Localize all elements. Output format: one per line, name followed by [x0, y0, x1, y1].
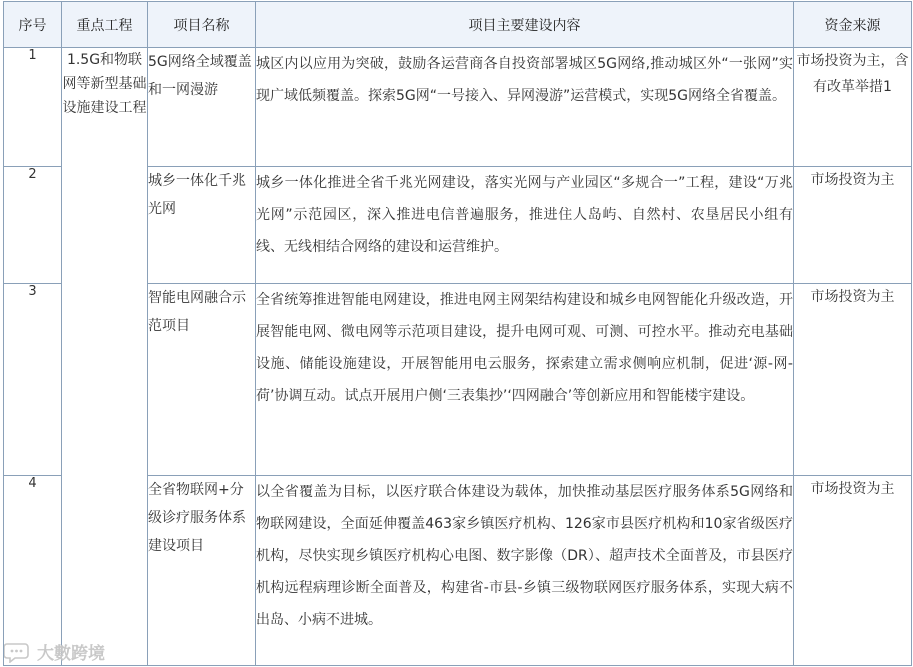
- header-index: 序号: [4, 2, 62, 48]
- funding-source: 市场投资为主，含有改革举措1: [794, 48, 912, 167]
- chat-bubble-icon: [4, 641, 32, 663]
- project-name: 智能电网融合示范项目: [148, 284, 256, 476]
- key-project-cell: 1.5G和物联网等新型基础设施建设工程: [62, 48, 148, 666]
- project-table: [3, 1, 912, 666]
- row-index: 4: [4, 476, 62, 666]
- row-index: 3: [4, 284, 62, 476]
- watermark-text: 大數跨境: [37, 644, 105, 664]
- project-name: 城乡一体化千兆光网: [148, 167, 256, 284]
- project-content: 全省统筹推进智能电网建设，推进电网主网架结构建设和城乡电网智能化升级改造，开展智能电网、微电网等示范项目建设，提升电网可观、可测、可控水平。推动充电基础设施、储能设施建设，开展智能用电云服务，探索建立需求侧响应机制，促进‘源-网-荷’协调互动。试点开展用户侧‘三表集抄’‘四网融合’等创新应用和智能楼宇建设。: [256, 284, 794, 476]
- table-row: [4, 48, 912, 167]
- watermark: [4, 639, 105, 664]
- header-funding: 资金来源: [794, 2, 912, 48]
- project-name: 5G网络全域覆盖和一网漫游: [148, 48, 256, 167]
- header-content: 项目主要建设内容: [256, 2, 794, 48]
- row-index: 1: [4, 48, 62, 167]
- project-content: 城乡一体化推进全省千兆光网建设，落实光网与产业园区“多规合一”工程，建设“万兆光网”示范园区，深入推进电信普遍服务，推进住人岛屿、自然村、农垦居民小组有线、无线相结合网络的建设和运营维护。: [256, 167, 794, 284]
- funding-source: 市场投资为主: [794, 476, 912, 666]
- project-content: 城区内以应用为突破，鼓励各运营商各自投资部署城区5G网络,推动城区外“一张网”实现广域低频覆盖。探索5G网“一号接入、异网漫游”运营模式，实现5G网络全省覆盖。: [256, 48, 794, 167]
- funding-source: 市场投资为主: [794, 167, 912, 284]
- header-project: 重点工程: [62, 2, 148, 48]
- funding-source: 市场投资为主: [794, 284, 912, 476]
- project-name: 全省物联网+分级诊疗服务体系建设项目: [148, 476, 256, 666]
- header-row: [4, 2, 912, 48]
- header-name: 项目名称: [148, 2, 256, 48]
- project-content: 以全省覆盖为目标，以医疗联合体建设为载体，加快推动基层医疗服务体系5G网络和物联网建设，全面延伸覆盖463家乡镇医疗机构、126家市县医疗机构和10家省级医疗机构，尽快实现乡镇医疗机构心电图、数字影像（DR）、超声技术全面普及，市县医疗机构远程病理诊断全面普及，构建省-市县-乡镇三级物联网医疗服务体系，实现大病不出岛、小病不进城。: [256, 476, 794, 666]
- row-index: 2: [4, 167, 62, 284]
